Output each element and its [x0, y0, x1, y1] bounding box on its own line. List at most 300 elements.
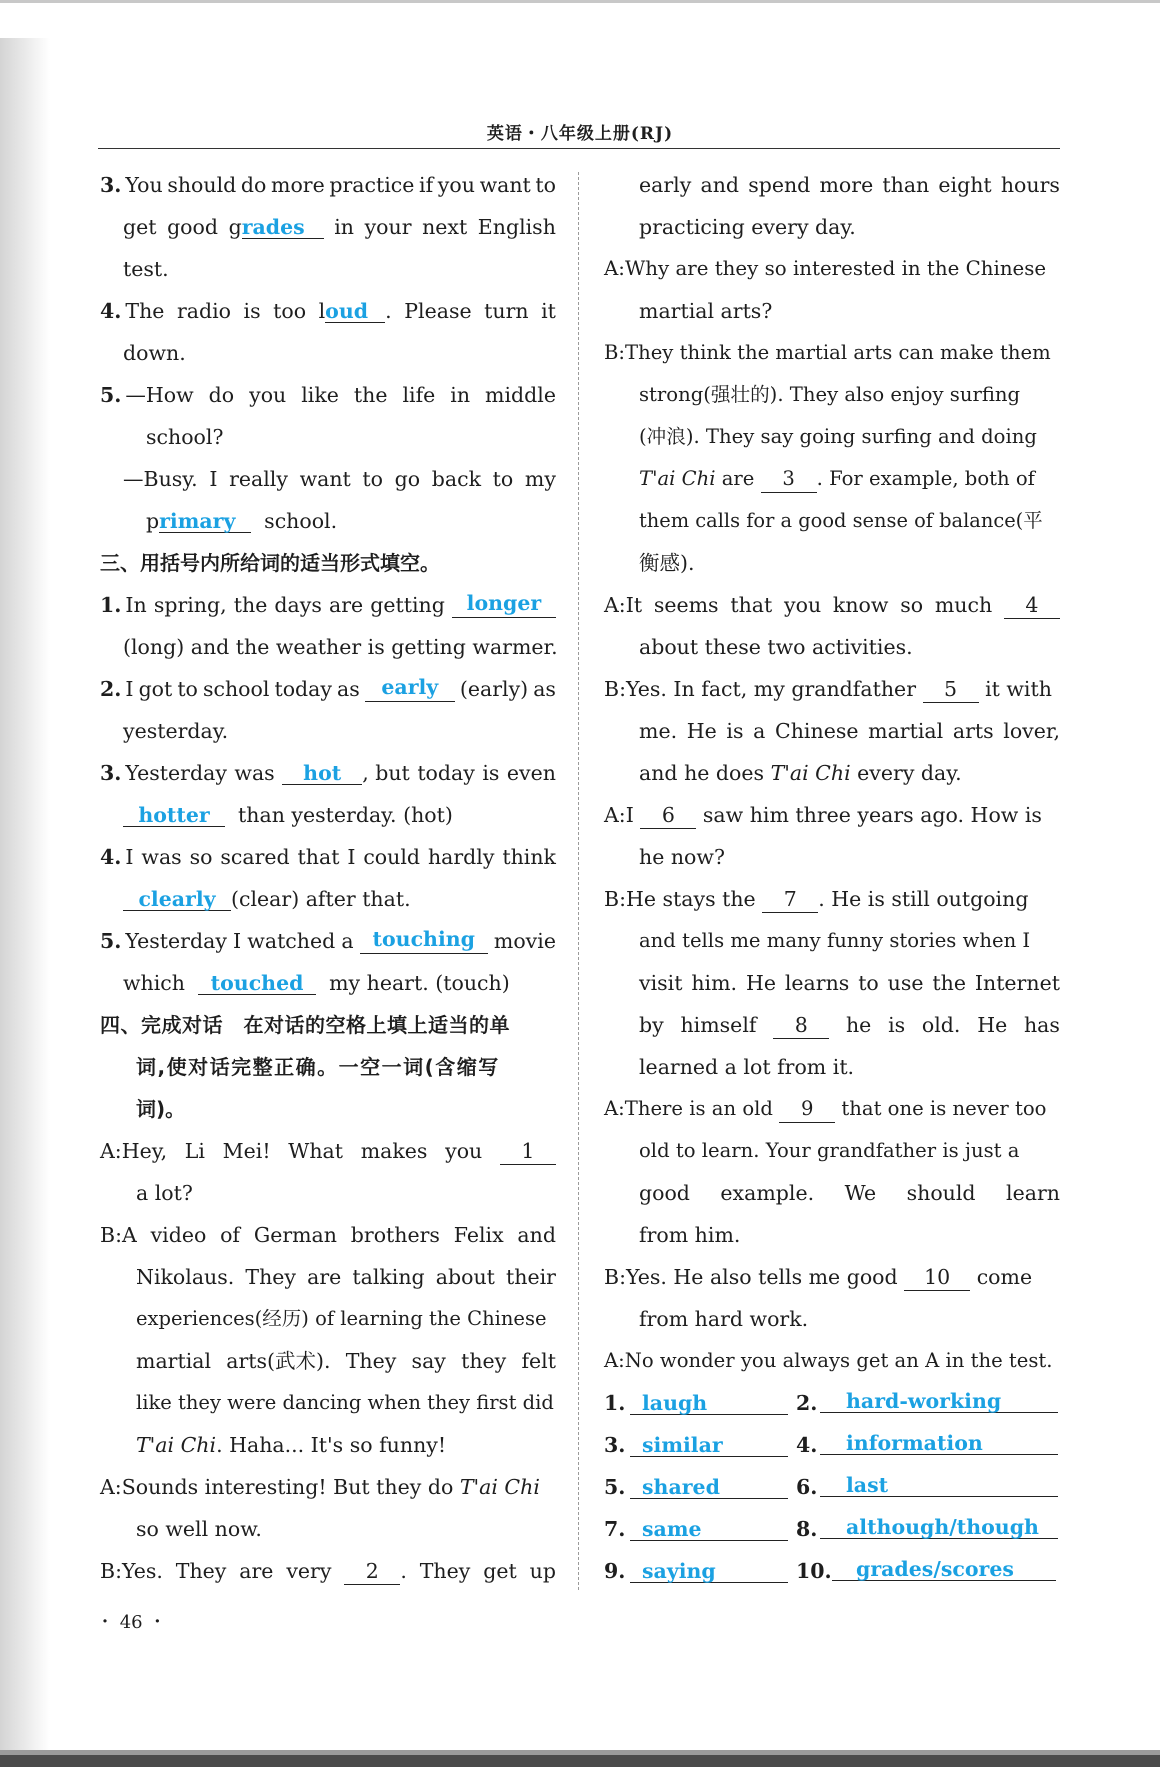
blank-4: 4: [1004, 592, 1060, 619]
word: and: [700, 173, 740, 197]
speaker-label: A:: [604, 257, 625, 280]
question-number: 2.: [100, 677, 122, 701]
dialog-b3-line2: strong(强壮的). They also enjoy surfing: [639, 383, 1021, 406]
dialog-a4-line2: about these two activities.: [639, 635, 913, 659]
left-q5-line1: [100, 382, 556, 408]
answer-text: same: [642, 1517, 702, 1541]
answer-number: 5.: [604, 1475, 626, 1499]
page-header: 英语・八年级上册(RJ): [486, 124, 674, 144]
answer-blank: [820, 1432, 1058, 1455]
speaker-label: A:: [604, 1349, 625, 1372]
word: was: [141, 845, 182, 869]
word: too: [273, 299, 307, 323]
answer-key-row-4: [604, 1516, 1044, 1542]
blank-2: 2: [344, 1558, 400, 1585]
answer-text: hotter: [138, 803, 210, 827]
speaker-label: B:: [100, 1559, 122, 1583]
word: Why are they so interested in the Chinese: [624, 257, 1047, 280]
word: The: [125, 299, 165, 323]
word: want: [479, 173, 531, 197]
italic-term: T'ai Chi: [136, 1433, 217, 1457]
word: himself: [680, 1013, 757, 1037]
word: —How: [125, 383, 194, 407]
word: was: [234, 761, 275, 785]
word: than yesterday. (hot): [238, 803, 453, 827]
word: more: [819, 173, 874, 197]
word: they: [461, 1349, 507, 1373]
question-number: 3.: [100, 173, 122, 197]
word: as: [533, 677, 556, 701]
word: good: [167, 215, 218, 239]
s3-q4-line1: [100, 844, 556, 870]
dialog-b5-line1: [604, 886, 1060, 913]
word: you: [249, 383, 287, 407]
word: . For example, both of: [816, 467, 1035, 490]
word: I: [347, 845, 356, 869]
answer-blank: [820, 1516, 1058, 1539]
answer-text: last: [846, 1473, 889, 1497]
question-number: 4.: [100, 845, 122, 869]
word: a: [753, 719, 766, 743]
italic-term: T'ai Chi: [770, 761, 851, 785]
left-q5-line4: [146, 508, 556, 534]
word: I: [125, 845, 134, 869]
answer-text: laugh: [642, 1391, 708, 1415]
word: scared: [220, 845, 290, 869]
dialog-a3-line1: [604, 256, 1060, 282]
word: if: [419, 173, 434, 197]
dialog-b3-line1: [604, 340, 1060, 366]
answer-blank: [630, 1434, 788, 1457]
word: by: [639, 1013, 664, 1037]
word: are: [307, 1265, 342, 1289]
answer-blank: [452, 592, 556, 618]
word: should: [167, 173, 237, 197]
answer-number: 10.: [796, 1559, 832, 1583]
dialog-a6-line3: [639, 1180, 1060, 1206]
dialog-a1-line1: [100, 1138, 556, 1165]
answer-number: 4.: [796, 1433, 818, 1457]
answer-text: touched: [210, 971, 304, 995]
answer-text: saying: [642, 1559, 716, 1583]
question-number: 5.: [100, 383, 122, 407]
word: school.: [264, 509, 338, 533]
word: are: [721, 467, 755, 490]
word: say: [411, 1349, 446, 1373]
word: got: [138, 677, 173, 701]
dialog-a6-line2: old to learn. Your grandfather is just a: [639, 1139, 1020, 1162]
answer-text: although/though: [846, 1515, 1039, 1539]
word: than: [882, 173, 930, 197]
word: you: [784, 593, 822, 617]
answer-text: hard-working: [846, 1389, 1002, 1413]
left-q4-line1: [100, 298, 556, 324]
word: visit: [639, 971, 683, 995]
word: hardly: [427, 845, 495, 869]
word: school: [202, 677, 270, 701]
dialog-a5-line2: he now?: [639, 845, 725, 869]
word: and he does: [639, 761, 765, 785]
word: learn: [1006, 1181, 1060, 1205]
word: .: [400, 1559, 407, 1583]
dialog-a2-line1: [100, 1474, 556, 1500]
section-3-heading: 三、用括号内所给词的适当形式填空。: [100, 551, 440, 575]
word: as: [337, 677, 360, 701]
word: my heart. (touch): [329, 971, 510, 995]
page-binding-shadow: [0, 38, 50, 1753]
answer-number: 8.: [796, 1517, 818, 1541]
word: felt: [521, 1349, 556, 1373]
word: even: [506, 761, 556, 785]
word: —Busy.: [123, 467, 198, 491]
word: to: [858, 971, 879, 995]
right-b2-cont-line1: [639, 172, 1060, 198]
question-number: 4.: [100, 299, 122, 323]
dialog-b1-line3: experiences(经历) of learning the Chinese: [136, 1307, 547, 1330]
word: Please: [404, 299, 472, 323]
word: middle: [485, 383, 556, 407]
word: eight: [938, 173, 992, 197]
answer-number: 1.: [604, 1391, 626, 1415]
answer-blank: [630, 1518, 788, 1541]
word: could: [363, 845, 421, 869]
word: .: [385, 299, 392, 323]
word: (early): [459, 677, 529, 701]
s3-q1-line1: [100, 592, 556, 618]
s3-q3-line2: [123, 802, 556, 828]
question-number: 3.: [100, 761, 122, 785]
dialog-b1-line2: [136, 1264, 556, 1290]
answer-number: 3.: [604, 1433, 626, 1457]
word: in: [450, 383, 471, 407]
word: should: [906, 1181, 976, 1205]
word: life: [402, 383, 436, 407]
dialog-b4-line3: [639, 760, 1060, 786]
scan-bottom-border: [0, 1755, 1160, 1767]
word: Yes.: [121, 1559, 163, 1583]
word: It: [625, 593, 643, 617]
word: hours: [1000, 173, 1060, 197]
dialog-a5-line1: [604, 802, 1060, 829]
answer-blank: [198, 972, 316, 995]
answer-text: touching: [372, 927, 475, 951]
section-4-heading-line2: 词,使对话完整正确。一空一词(含缩写: [136, 1055, 500, 1079]
dialog-b4-line2: [639, 718, 1060, 744]
word: Sounds interesting! But they do: [121, 1475, 454, 1499]
answer-text: similar: [642, 1433, 723, 1457]
word: He: [686, 719, 717, 743]
word: talking: [352, 1265, 425, 1289]
word: that: [730, 593, 773, 617]
word: They: [419, 1559, 471, 1583]
word: They: [175, 1559, 227, 1583]
word: English: [477, 215, 556, 239]
word: getting: [370, 593, 445, 617]
word: the: [353, 383, 388, 407]
word: up: [529, 1559, 556, 1583]
scan-top-border: [0, 0, 1160, 3]
italic-term: T'ai Chi: [459, 1475, 540, 1499]
speaker-label: A:: [604, 803, 626, 827]
word: Li: [184, 1139, 205, 1163]
word: to: [535, 173, 556, 197]
word: martial: [136, 1349, 212, 1373]
word: What: [288, 1139, 343, 1163]
answer-prefix: p: [146, 509, 160, 533]
dialog-a6-line1: [604, 1096, 1060, 1123]
word: martial: [868, 719, 944, 743]
word: you: [445, 1139, 483, 1163]
word: me.: [639, 719, 678, 743]
word: video: [150, 1223, 207, 1247]
left-q3-line2: [123, 214, 556, 240]
word: about: [435, 1265, 495, 1289]
answer-text: clearly: [138, 887, 216, 911]
word: . Haha... It's so funny!: [216, 1433, 447, 1457]
word: get: [483, 1559, 517, 1583]
blank-6: 6: [640, 802, 696, 829]
word: today: [274, 677, 332, 701]
section-4-heading-line1: 四、完成对话 在对话的空格上填上适当的单: [100, 1013, 510, 1037]
word: my: [524, 467, 556, 491]
word: old.: [921, 1013, 961, 1037]
dialog-b1-line4: [136, 1348, 556, 1374]
word: watched: [247, 929, 336, 953]
answer-text: rimary: [159, 509, 236, 533]
word: like: [301, 383, 339, 407]
word: more: [271, 173, 325, 197]
dialog-b3-line6: 衡感).: [639, 551, 695, 575]
word: is: [726, 719, 744, 743]
word: so: [189, 845, 213, 869]
word: much: [934, 593, 993, 617]
dialog-a1-line2: a lot?: [136, 1181, 193, 1205]
word: it: [541, 299, 556, 323]
word: every day.: [857, 761, 962, 785]
word: A: [121, 1223, 137, 1247]
dialog-b5-line5: learned a lot from it.: [639, 1055, 855, 1079]
dialog-b1-line6: [136, 1432, 556, 1458]
right-b2-cont-line2: practicing every day.: [639, 215, 856, 239]
word: the: [932, 971, 966, 995]
word: a: [341, 929, 354, 953]
section-4-heading-line3: 词)。: [136, 1097, 186, 1121]
dialog-b1-line1: [100, 1222, 556, 1248]
word: know: [832, 593, 889, 617]
word: Hey,: [121, 1139, 168, 1163]
answer-blank: [282, 762, 362, 785]
word: lover,: [1003, 719, 1060, 743]
dialog-b3-line4: [639, 466, 1060, 493]
blank-8: 8: [773, 1012, 829, 1039]
left-q3-line3: test.: [123, 257, 169, 281]
header-rule: [98, 148, 1060, 149]
word: Chinese: [775, 719, 859, 743]
word: your: [364, 215, 412, 239]
word: back: [431, 467, 482, 491]
speaker-label: B:: [604, 341, 626, 364]
dialog-a2-line2: so well now.: [136, 1517, 262, 1541]
answer-prefix: g: [228, 215, 242, 239]
s3-q1-line2: (long) and the weather is getting warmer.: [123, 635, 558, 659]
word: brothers: [350, 1223, 440, 1247]
speaker-label: A:: [604, 1097, 625, 1120]
word: They think the martial arts can make them: [625, 341, 1051, 364]
word: think: [502, 845, 556, 869]
word: We: [844, 1181, 877, 1205]
word: arts: [952, 719, 994, 743]
answer-text: hot: [303, 761, 342, 785]
word: are: [239, 1559, 274, 1583]
word: Felix: [453, 1223, 504, 1247]
answer-text: rades: [241, 215, 305, 239]
word: really: [229, 467, 288, 491]
answer-key-row-3: [604, 1474, 1044, 1500]
blank-1: 1: [500, 1138, 556, 1165]
word: want: [299, 467, 351, 491]
word: Yesterday: [125, 761, 227, 785]
word: their: [506, 1265, 556, 1289]
word: You: [125, 173, 163, 197]
left-q5-line2: school?: [146, 425, 224, 449]
word: He stays the: [625, 887, 756, 911]
answer-text: oud: [325, 299, 369, 323]
word: which: [123, 971, 185, 995]
word: No wonder you always get an A in the test.: [624, 1349, 1053, 1372]
word: learns: [784, 971, 850, 995]
answer-blank: [820, 1390, 1058, 1413]
left-q3-line1: [100, 172, 556, 198]
word: is: [482, 761, 500, 785]
left-q4-line2: down.: [123, 341, 186, 365]
word: spring,: [153, 593, 227, 617]
word: the: [233, 593, 268, 617]
word: today: [417, 761, 475, 785]
dialog-b5-line3: [639, 970, 1060, 996]
word: Yes. In fact, my grandfather: [625, 677, 916, 701]
word: of: [220, 1223, 241, 1247]
speaker-label: A:: [100, 1475, 122, 1499]
speaker-label: B:: [604, 677, 626, 701]
answer-blank: [242, 216, 324, 239]
italic-term: T'ai Chi: [639, 467, 716, 490]
column-separator: [578, 172, 579, 1590]
word: do: [240, 173, 267, 197]
s3-q2-line1: [100, 676, 556, 702]
speaker-label: B:: [604, 887, 626, 911]
word: next: [422, 215, 468, 239]
word: practice: [329, 173, 415, 197]
word: Nikolaus.: [136, 1265, 235, 1289]
speaker-label: B:: [604, 1265, 626, 1289]
word: it with: [985, 677, 1052, 701]
left-q5-line3: [123, 466, 556, 492]
word: (clear) after that.: [231, 887, 411, 911]
dialog-a4-line1: [604, 592, 1060, 619]
answer-blank: [123, 804, 225, 827]
word: days: [274, 593, 322, 617]
speaker-label: B:: [100, 1223, 122, 1247]
word: to: [362, 467, 384, 491]
word: in: [334, 215, 355, 239]
word: I: [209, 467, 218, 491]
answer-blank: [123, 888, 231, 911]
word: I: [233, 929, 242, 953]
word: movie: [493, 929, 556, 953]
answer-key-row-2: [604, 1432, 1044, 1458]
word: has: [1023, 1013, 1060, 1037]
answer-blank: [159, 510, 251, 533]
word: get: [123, 215, 157, 239]
word: saw him three years ago. How is: [702, 803, 1042, 827]
word: very: [286, 1559, 332, 1583]
answer-text: information: [846, 1431, 983, 1455]
word: go: [394, 467, 421, 491]
answer-text: shared: [642, 1475, 720, 1499]
answer-blank: [365, 676, 455, 702]
answer-text: grades/scores: [856, 1557, 1014, 1581]
word: is: [243, 299, 261, 323]
word: do: [208, 383, 235, 407]
answer-prefix: l: [318, 299, 326, 323]
answer-key-row-1: [604, 1390, 1044, 1416]
word: I: [125, 677, 134, 701]
answer-blank: [630, 1392, 788, 1415]
word: that one is never too: [841, 1097, 1047, 1120]
word: so: [900, 593, 924, 617]
page-number: ・ 46 ・: [96, 1612, 167, 1633]
word: come: [976, 1265, 1033, 1289]
dialog-b1-line5: like they were dancing when they first did: [136, 1391, 554, 1414]
word: are: [328, 593, 364, 617]
answer-text: early: [381, 675, 439, 699]
dialog-a3-line2: martial arts?: [639, 299, 773, 323]
speaker-label: A:: [604, 593, 626, 617]
word: He: [745, 971, 776, 995]
answer-number: 6.: [796, 1475, 818, 1499]
answer-text: longer: [466, 591, 542, 615]
answer-number: 9.: [604, 1559, 626, 1583]
word: Yes. He also tells me good: [625, 1265, 898, 1289]
s3-q4-line2: [123, 886, 556, 912]
dialog-b3-line3: (冲浪). They say going surfing and doing: [639, 425, 1037, 448]
word: Internet: [974, 971, 1060, 995]
s3-q3-line1: [100, 760, 556, 786]
dialog-b6-line2: from hard work.: [639, 1307, 809, 1331]
answer-blank: [325, 300, 385, 323]
dialog-b5-line2: and tells me many funny stories when I: [639, 929, 1031, 952]
dialog-b2-line1: [100, 1558, 556, 1585]
word: he: [845, 1013, 872, 1037]
answer-number: 7.: [604, 1517, 626, 1541]
word: him.: [691, 971, 738, 995]
word: There is an old: [624, 1097, 773, 1120]
word: example.: [720, 1181, 815, 1205]
word: turn: [484, 299, 529, 323]
s3-q5-line2: [123, 970, 556, 996]
blank-10: 10: [904, 1264, 970, 1291]
s3-q2-line2: yesterday.: [123, 719, 229, 743]
dialog-a6-line4: from him.: [639, 1223, 741, 1247]
dialog-a7-line1: [604, 1348, 1060, 1374]
word: early: [639, 173, 692, 197]
answer-blank: [360, 928, 488, 954]
word: They: [245, 1265, 296, 1289]
question-number: 1.: [100, 593, 122, 617]
answer-blank: [820, 1474, 1058, 1497]
word: you: [437, 173, 475, 197]
blank-3: 3: [761, 466, 817, 493]
